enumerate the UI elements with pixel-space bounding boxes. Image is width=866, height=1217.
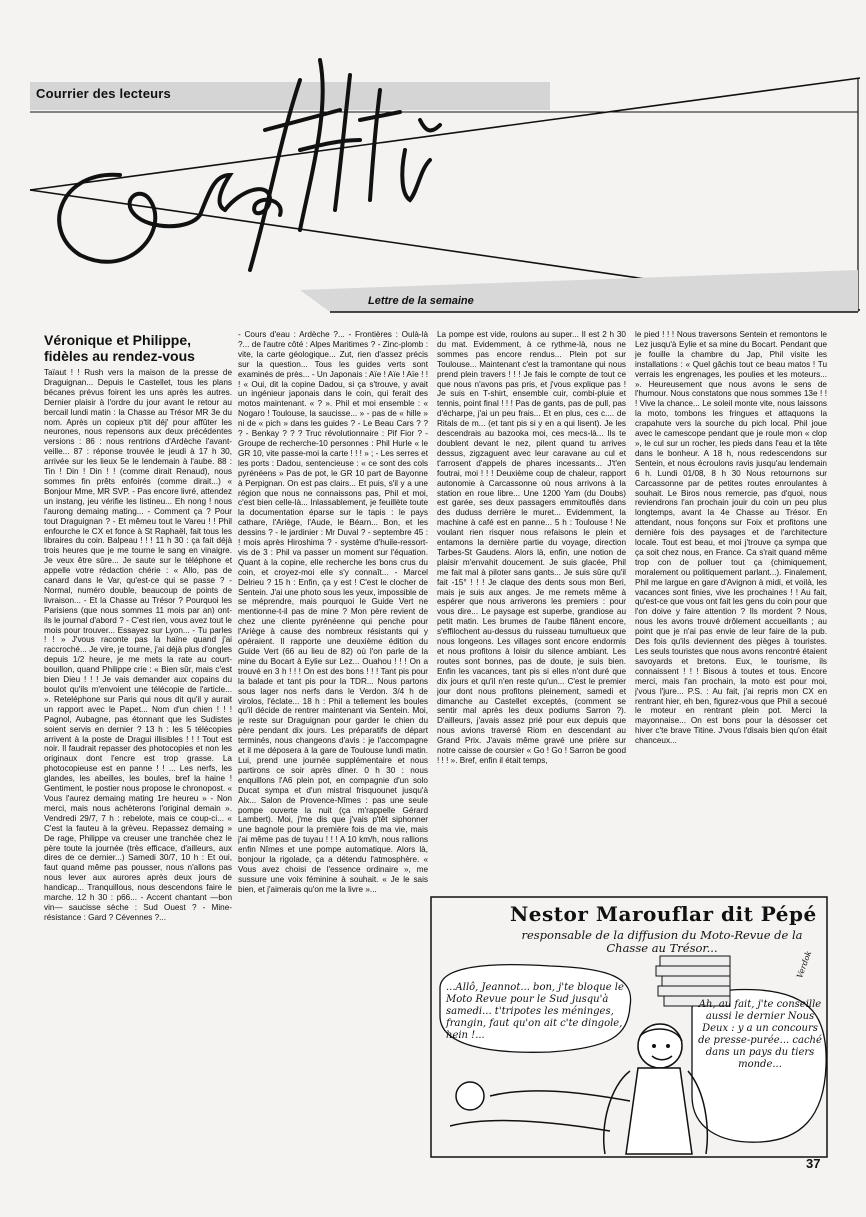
article-column-2 (238, 330, 428, 1148)
article-title: Véronique et Philippe, fidèles au rendez-vous (44, 332, 195, 364)
article-text: La pompe est vide, roulons au super... Il est 2 h 30 du mat. Evidemment, à ce rythme-là, nous ne sommes pas encore rendus... Plein pot sur Toulouse... Maintenant c'est la tramontane qui nous prend plein travers ! ! ! Je fais le compte de tout ce que nous n'avons pas pris, et j'vous explique pas ! Je suis en T-shirt, ensemble cuir, combi-pluie et tennis, point final ! ! ! Pas de gants, pas de pull, pas d'écharpe, j'ai un peu frais... Et en plus, ces c.... de Ritals de m... (et tant pis si y en a qui lisent). Je les descendrais au bazooka moi, ces mecs-là... Ils te doublent devant le nez, pilent quand tu arrives dessus, zigzaguent avec leur caravane au cul et t'arrosent d'appels de phares incessants... J't'en foutrai, moi ! ! ! Deuxième coup de chaleur, rapport autonomie à Carcassonne où nous arrivons à la station en roue libre... Une 1200 Yam (du Doubs) est garée, ses deux passagers emmitouflés dans des duduss derrière le muret... Evidemment, la machine à café est en panne... 5 h : Toulouse ! Ne voulant rien risquer nous refaisons le plein et entamons la dernière partie du voyage, direction Tarbes-St Gaudens. Alors là, enfin, une notion de plaisir m'envahit doucement. Je suis glacée, Phil me fait mal à piloter sans gants... Je suis sûre qu'il fait -15° ! ! ! Je claque des dents sous mon Beri, mais je suis aux anges. Je me remets même à espérer que nous arriverons les premiers : pour vous dire... Le paysage est superbe, grandiose au petit matin. Les brumes de l'aube flânent encore, s'effilochent au-dessus du ruisseau tumultueux que nous longeons. Les villages sont encore endormis et nous profitons à loisir du silence ambiant. Les routes sont bonnes, pas de doute, je suis bien. Enfin les vacances, tant pis si elles n'ont duré que dix jours et qu'il n'en reste qu'un... C'est le premier jour dont nous profitons pleinement, samedi et dimanche au Castellet exceptés, (comment se sentir mal après les deux podiums Sarron ?). D'ailleurs, j'avais assez prié pour eux depuis que nous avions traversé Riom en descendant au Grand Prix. J'avais même gravé une prière sur notre caisse de coursier « Go ! Go ! Sarron be good ! ! ! ». Bref, enfin il était temps, (437, 330, 626, 765)
page-number: 37 (806, 1156, 821, 1171)
cartoon-role: responsable de la diffusion du Moto-Revue de la Chasse au Trésor... (521, 928, 803, 955)
section-kicker: Courrier des lecteurs (36, 86, 171, 101)
graffiti-logo-art (0, 0, 866, 320)
article-column-3 (437, 330, 626, 886)
cartoon-box (430, 896, 828, 1158)
artist-signature: Verdok (795, 949, 814, 980)
article-column-4 (635, 330, 827, 886)
article-text: le pied ! ! ! Nous traversons Sentein et remontons le Lez jusqu'à Eylie et sa mine du Bocart. Pendant que je fouille la chambre du Jap, Phil visite les installations : « Quel gâchis tout ce beau matos ! Tu verrais les engrenages, les poulies et les moteurs... ». Heureusement que nous avons le sens de l'humour. Nous constatons que nous sommes 13e ! ! ! Vive la chance... Le soleil monte vite, nous laissons la moto, tombons les fringues et attaquons la crapahute vers la sourche du pich local. Phil joue avec le camescope pendant que je roule mon « clop », le cul sur un rocher, les pieds dans l'eau et la tête dans le bonheur. A 18 h, nous redescendons sur Sentein, et nous écroulons ravis jusqu'au lendemain 6 h. Lundi 01/08, 8 h 30 Nous retournons sur Carcassonne par de petites routes enroulantes à souhait. Le Biros nous remercie, pas d'quoi, nous reviendrons l'an prochain jouir du coin un peu plus longtemps, avant la 4e Chasse au Trésor. En attendant, nous fonçons sur Foix et profitons une dernière fois des paysages et de l'architecture locale. Tout est beau, et moi j'trouve ça sympa que ça soit chez nous, en France. Ca s'rait quand même trop con de polluer tout ça (chimiquement, moralement ou politiquement parlant...). Finalement, Phil me largue en gare d'Avignon à midi, et voilà, les vacances sont finies, vive les prochaines ! ! Au fait, qu'est-ce que vous ont fait les gens du coin pour que l'on doive y faire attention ? Ils mordent ? Nous, nous les avons trouvé drôlement accueillants ; au point que je n'ai pas envie de leur faire de la pub. Des fois qu'ils deviennent des pièges à touristes. Les seuls touristes que nous avons rencontré étaient savoyards et bretons. Eux, le tourisme, ils connaissent ! ! ! Bisous à toutes et tous. Encore merci, mais l'an prochain, la moto est pour moi, j'vous l'jure... P.S. : Au fait, j'ai repris mon CX en rentrant hier, eh ben, figurez-vous que Phil a secoué le moteur en rentrant plein pot. Merci la mayonnaise... On est bons pour la désosser cet hiver c'te brave Titine. J'vous l'disais bien qu'on était chanceux... (635, 330, 827, 746)
speech-bubble-right: Ah, au fait, j'te conseille aussi le dernier Nous Deux : y a un concours de presse-purée... caché dans un pays du tiers monde... (698, 999, 822, 1070)
graffiti-header (0, 0, 866, 320)
article-text: - Cours d'eau : Ardèche ?... - Frontières : Oulà-là ?... de l'autre côté : Alpes Maritimes ? - Zinc-plomb : vite, la carte géologique... Zut, rien d'assez précis sur la question... Tous les guides verts sont examinés de près... - Un Japonais : Aïe ! Aïe ! Aïe ! ! ! « Oui, dit la copine Dadou, si ça s'trouve, y avait un ingénieur japonais dans le coin, qui ferait des motos maintenant. « ? ». Phil et moi ensemble : « Nogaro ! Toulouse, la saucisse... » - pas de « hille » ni de « pich » dans les guides ? - Le Beau Cars ? ? ? - Benkay ? ? ? Truc révolutionnaire : Pif Fior ? - Groupe de recherche-10 personnes : Phil Hurle « le GR 10, vite passe-moi la carte ! ! ! » ; - Les serres et les ports : Dadou, sentencieuse : « ce sont des cols pyrénéens » Pas de pot, le GR 10 part de Bayonne à Perpignan. On est pas clairs... Et puis, s'il y a une région que nous ne connaissons pas, Phil et moi, c'est bien celle-là... Inlassablement, je feuillète toute la documentation éparse sur le tapis : le pays cathare, l'Ariège, l'Aude, le Béarn... Bon, et les dessins ? - le jardinier : Mr Duval ? - septembre 45 : ! mois après Hiroshima ? - système d'huile-ressort-vis de 3 : Phil va passer un moment sur l'équation. Quant à la copine, elle recherche les bons crus du coin, et croyez-moi elle s'y connaît... - Marcel Delrieu ? 15 h : Enfin, ça y est ! C'est le clocher de Sentein. J'ai une photo sous les yeux, impossible de se méprendre, mais pourquoi le Guide Vert ne mentionne-t-il pas de mine ? Mon père revient de chez une cliente pyrénéenne qui penche pour l'Ariège à cause des nombreux résistants qui y opéraient. Il rapporte une deuxième édition du Guide Vert (66 au lieu de 82) où l'on parle de la mine du Bocart à Eylie sur Lez... Ouahou ! ! ! On a trouvé en 3 h ! ! ! On est des bons ! ! ! Tant pis pour la balade et tant pis pour la TDR... Nous partons sous lager nos nerfs dans le Verdon. 3/4 h de virolos, l'éclate... 18 h : Phil a tellement les boules qu'il décide de rentrer maintenant via Sentein. Moi, je reste sur Draguignan pour garder le chien du père pendant dix jours. Les préparatifs de départ terminés, nous changeons d'avis : je l'accompagne et il me déposera à la gare de Toulouse lundi matin. Lui, prend une journée supplémentaire et nous partirons ce soir après dîner. 0 h 30 : nous enquillons l'A6 plein pot, en compagnie d'un solo Ducat sympa et d'un mistral frisquounet jusqu'à Aix... Salon de Provence-Nîmes : pas une seule pompe ouverte la nuit (ça m'rappelle Gérard Lambert). Moi, j'me dis que j'vais p'têt siphonner une bagnole pour la première fois de ma vie, mais j'ai même pas de tuyau ! ! ! A 10 km/h, nous rallions enfin Nîmes et une pompe automatique. Alors là, bonjour la rigolade, ça a détendu l'atmosphère. « Vous avez choisi de l'essence ordinaire », me sussure une voix féminine à souhait. « Je le sais bien, et j'aimerais qu'on me la livre »... (238, 330, 428, 894)
section-subhead: Lettre de la semaine (368, 295, 474, 307)
speech-bubble-left: ...Allô, Jeannot... bon, j'te bloque le Moto Revue pour le Sud jusqu'à samedi... t'tripotes les méninges, frangin, faut qu'on ait c'te dingole, hein !... (446, 982, 624, 1041)
article-text: Taïaut ! ! Rush vers la maison de la presse de Draguignan... Depuis le Castellet, tous les plans bécanes prévus foirent les uns après les autres. Dernier plaisir à l'ordre du jour avant le retour au bercail lundi matin : la Chasse au Trésor MR 3e du nom. Après un copieux p'tit déj' pour affûter les neurones, nous repensons aux deux précédentes versions : 86 : nous rentrions d'Ardèche l'avant-veille... 87 : réponse trouvée le jeudi à 17 h 30, arrivée sur les lieux 5e le lendemain à l'aube. 88 : Tin ! Din ! Din ! ! (comme dirait Renaud), nous sommes fin prêts enfoirés (comme dirait...) « Bonjour Mme, MR SVP. - Pas encore livré, attendez un instang, jeu vérifie les listineu... Eh nong ! nous l'aurong demaing mating... - Comment ça ? Pour tout Draguignan ? - Et mêmeu tout le Vareu ! ! Phil enfourche le CX et fonce à St Raphaël, fait tous les libraires du coin. Balpeau ! ! ! 11 h 30 : ça fait déjà trois heures que je me tourne le sang en vinaigre. Je veux être sûre... Je saute sur le téléphone et appelle votre rédaction chérie : « Allo, pas de canard dans le Var, qu'est-ce qui se passe ? - Normal, numéro double, beaucoup de points de livraison... - Et la Chasse au Trésor ? Pourquoi les Parisiens (que nous sommes 11 mois par an) ont-ils le journal d'abord ? - C'est rien, vous avez tout le mois pour trouver... Essayez sur Lyon... - Tu parles ! ! » J'vous raconte pas la haïne quand j'ai raccroché... Je vire, je tourne, j'ai déjà plus d'ongles depuis 1/2 heure, je me mets la rate au court-bouillon, quand Philippe crie : « Bien sûr, mais c'est bien Dieu ! ! ! Je vais demander aux copains du boulot qu'ils m'envoient une télécopie de l'article... ». Reteléphone sur Paris qui nous dit qu'il y aurait un rapport avec le Papet... Nom d'un chien ! ! ! Pagnol, Aubagne, pas étonnant que les Sudistes soient servis en dernier ? 13 h : les 5 télécopies arrivent à la poste de Dragui illisibles ! ! ! Tout est noir. Il faudrait repasser des photocopies et non les originaux dont l'encre est trop grasse. La photocopieuse est en panne ! ! ... Les nerfs, les glandes, les abeilles, les boules, bref la haine ! Gentiment, le postier nous propose le chronopost. « Vous l'aurez demaing mating 1re heureu » - Non merci, mais nous achèterons l'original demain ». Vendredi 29/7, 7 h : rebelote, mais ce coup-ci... « C'est la fauteu à la grèveu. Repassez demaing » De rage, Philippe va creuser une tranchée chez le père toute la journée (très efficace, d'ailleurs, aux dires de ce dernier...) Samedi 30/7, 10 h : Et oui, faut quand même pas pousser, nous n'allons pas nous lever aux aurores après deux jours de handicap... Tranquillous, nous descendons faire le marche. 12 h 30 : p66... - Accent chantant —bon vin— saucisse sèche : Sud Ouest ? - Mine-résistance : Gard ? Cévennes ?... (44, 368, 232, 922)
article-column-1 (44, 368, 232, 1146)
cartoon-name: Nestor Marouflar dit Pépé (510, 902, 817, 926)
